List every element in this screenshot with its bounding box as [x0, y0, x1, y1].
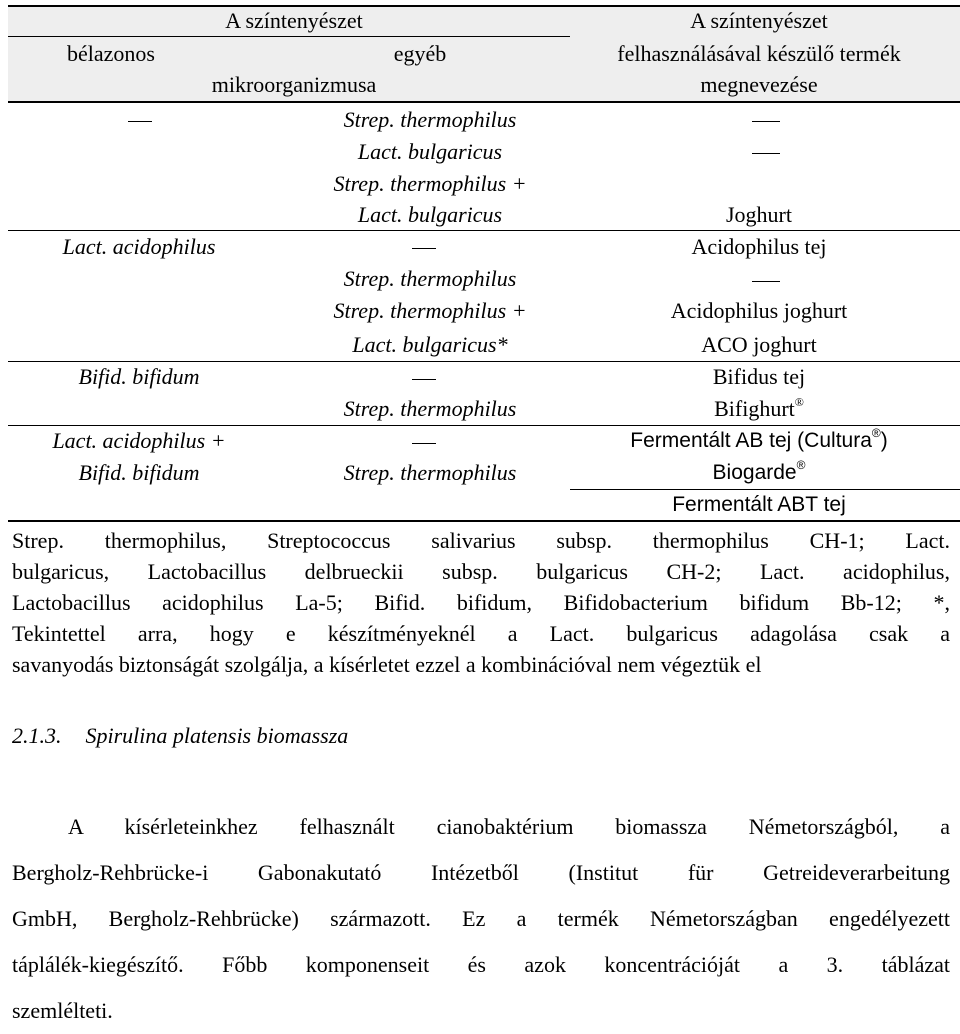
header-group-title: A színtenyészet [225, 8, 363, 33]
paragraph-line: A kísérleteinkhez felhasznált cianobaktérium biomassza Németországból, a [68, 814, 950, 839]
row-rule-partial [570, 489, 960, 490]
table-cell: Strep. thermophilus [343, 107, 517, 132]
footnote-line: Lactobacillus acidophilus La-5; Bifid. bifidum, Bifidobacterium bifidum Bb-12; *, [12, 590, 950, 615]
table-cell: ACO joghurt [701, 332, 817, 357]
paragraph-line: GmbH, Bergholz-Rehbrücke) származott. Ez a termék Németországban engedélyezett [12, 906, 950, 931]
footnote-line: bulgaricus, Lactobacillus delbrueckii subsp. bulgaricus CH-2; Lact. acidophilus, [12, 559, 950, 584]
section-number: 2.1.3. [12, 723, 62, 748]
empty-dash [412, 248, 436, 249]
header-col3-line3: megnevezése [700, 72, 818, 97]
table-cell: Lact. bulgaricus* [352, 332, 508, 357]
header-col3-line2: felhasználásával készülő termék [617, 41, 901, 66]
paragraph-line: táplálék-kiegészítő. Főbb komponenseit és azok koncentrációját a 3. táblázat [12, 952, 950, 977]
body-paragraph [12, 804, 950, 1034]
table-top-rule [8, 5, 960, 7]
empty-dash [412, 379, 436, 380]
section-title: Spirulina platensis biomassza [85, 723, 349, 748]
table-cell: Bifid. bifidum [78, 460, 200, 485]
empty-dash [752, 153, 780, 154]
product-name: Biogarde [712, 461, 797, 484]
registered-mark: ® [794, 395, 804, 409]
paragraph-line: szemlélteti. [12, 998, 113, 1023]
header-col2: egyéb [393, 41, 447, 66]
table-cell: Lact. bulgaricus [357, 139, 503, 164]
table-cell: Strep. thermophilus + [333, 171, 527, 196]
row-rule [8, 361, 960, 362]
header-group-subtitle: mikroorganizmusa [211, 72, 377, 97]
product-name: Bifighurt [714, 396, 795, 421]
footnote-line: Tekintettel arra, hogy e készítményeknél a Lact. bulgaricus adagolása csak a [12, 621, 950, 646]
header-col3-line1: A színtenyészet [690, 8, 828, 33]
header-bottom-rule [8, 101, 960, 103]
empty-dash [752, 281, 780, 282]
product-name: Fermentált AB tej (Cultura [630, 429, 872, 452]
header-col1: bélazonos [67, 41, 155, 66]
close-paren: ) [880, 429, 888, 452]
table-cell: Bifidus tej [712, 364, 806, 389]
table-cell-bifighurt [576, 395, 942, 421]
header-group-rule [8, 36, 570, 37]
table-cell: Strep. thermophilus + [333, 298, 527, 323]
table-cell: Acidophilus tej [691, 234, 827, 259]
registered-mark: ® [871, 426, 881, 440]
table-cell: Strep. thermophilus [343, 460, 517, 485]
table-cell: Joghurt [726, 202, 792, 227]
table-cell: Strep. thermophilus [343, 396, 517, 421]
empty-dash [128, 121, 152, 122]
paragraph-line: Bergholz-Rehbrücke-i Gabonakutató Intézetből (Institut für Getreideverarbeitung [12, 860, 950, 885]
table-cell: Bifid. bifidum [78, 364, 200, 389]
row-rule [8, 425, 960, 426]
table-cell: Strep. thermophilus [343, 266, 517, 291]
row-rule [8, 230, 960, 231]
table-cell: Acidophilus joghurt [670, 298, 848, 323]
footnote-line: Strep. thermophilus, Streptococcus salivarius subsp. thermophilus CH-1; Lact. [12, 528, 950, 553]
footnote-line: savanyodás biztonságát szolgálja, a kísérletet ezzel a kombinációval nem végeztük el [12, 652, 762, 677]
table-cell: Lact. bulgaricus [357, 202, 503, 227]
table-cell: Fermentált ABT tej [672, 493, 846, 516]
empty-dash [752, 121, 780, 122]
registered-mark: ® [796, 458, 806, 472]
table-cell-cultura [576, 426, 942, 452]
empty-dash [412, 443, 436, 444]
table-cell: Lact. acidophilus + [52, 428, 226, 453]
table-cell: Lact. acidophilus [62, 234, 216, 259]
table-cell-biogarde [576, 458, 942, 484]
table-footnote [12, 525, 950, 680]
table-bottom-rule [8, 520, 960, 522]
section-heading [12, 725, 348, 747]
